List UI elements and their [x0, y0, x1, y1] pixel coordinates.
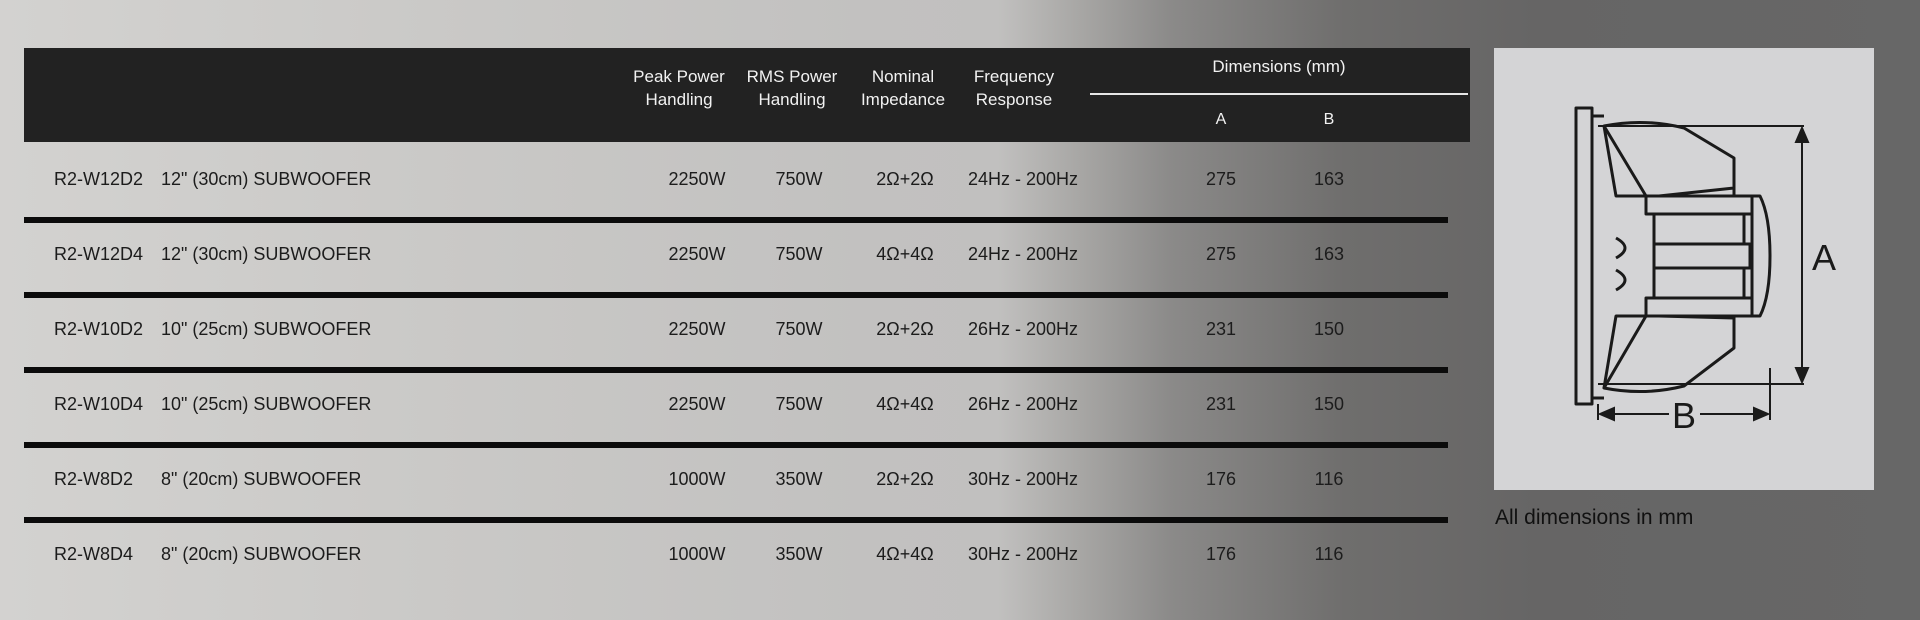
- row-model: R2-W10D2: [54, 319, 144, 339]
- header-rms-power: [747, 65, 838, 111]
- dimensions-caption: All dimensions in mm: [1495, 506, 1694, 529]
- upper-magnet: [1654, 214, 1744, 244]
- row-description: 10" (25cm) SUBWOOFER: [161, 319, 372, 339]
- row-description: 12" (30cm) SUBWOOFER: [161, 169, 372, 189]
- header-frequency: [974, 65, 1054, 111]
- row-rms-power: 750W: [775, 244, 823, 264]
- rear-cap: [1752, 196, 1770, 316]
- row-dim-b: 150: [1313, 394, 1345, 414]
- subwoofer-side-view-icon: [1494, 48, 1874, 490]
- table-row: [24, 219, 1470, 295]
- spider-upper: [1616, 238, 1625, 258]
- row-model: R2-W8D2: [54, 469, 134, 489]
- row-frequency: 24Hz - 200Hz: [967, 244, 1079, 264]
- row-rms-power: 750W: [775, 319, 823, 339]
- header-dimensions-rule: [1090, 93, 1468, 95]
- row-rms-power: 750W: [775, 394, 823, 414]
- row-impedance: 4Ω+4Ω: [876, 244, 934, 264]
- row-peak-power: 2250W: [668, 319, 726, 339]
- table-header: [24, 48, 1470, 142]
- row-dim-b: 150: [1313, 319, 1345, 339]
- row-dim-b: 116: [1314, 469, 1344, 489]
- table-row: [24, 144, 1470, 220]
- dimension-b-arrow-left: [1600, 408, 1614, 420]
- row-dim-b: 163: [1313, 169, 1345, 189]
- row-model: R2-W8D4: [54, 544, 134, 564]
- header-peak-power-line2: Handling: [645, 90, 713, 109]
- table-row: [24, 444, 1470, 520]
- row-dim-a: 231: [1205, 394, 1237, 414]
- row-peak-power: 2250W: [668, 169, 726, 189]
- dimension-b-arrow-right: [1754, 408, 1768, 420]
- dimension-a-arrow-top: [1796, 128, 1808, 142]
- header-frequency-line1: Frequency: [973, 67, 1055, 86]
- row-frequency: 30Hz - 200Hz: [967, 544, 1079, 564]
- table-row: [24, 519, 1470, 595]
- row-dim-a: 176: [1205, 469, 1237, 489]
- header-impedance-line1: Nominal: [871, 67, 935, 86]
- upper-basket: [1604, 122, 1734, 196]
- row-impedance: 4Ω+4Ω: [876, 544, 934, 564]
- table-row: [24, 369, 1470, 445]
- row-impedance: 2Ω+2Ω: [876, 319, 934, 339]
- row-model: R2-W10D4: [54, 394, 144, 414]
- row-frequency: 26Hz - 200Hz: [967, 394, 1079, 414]
- bottom-plate: [1646, 298, 1752, 316]
- header-rms-power-line1: RMS Power: [746, 67, 838, 86]
- pole-piece: [1654, 244, 1750, 268]
- header-impedance: [861, 65, 945, 111]
- row-description: 12" (30cm) SUBWOOFER: [161, 244, 372, 264]
- dimension-a-label: A: [1811, 237, 1837, 278]
- lower-magnet: [1654, 268, 1744, 298]
- row-rms-power: 350W: [775, 469, 823, 489]
- header-frequency-line2: Response: [975, 90, 1053, 109]
- row-dim-a: 231: [1205, 319, 1237, 339]
- row-impedance: 2Ω+2Ω: [876, 469, 934, 489]
- row-description: 8" (20cm) SUBWOOFER: [161, 469, 362, 489]
- top-plate: [1646, 196, 1752, 214]
- row-dim-b: 116: [1314, 544, 1344, 564]
- header-impedance-line2: Impedance: [860, 90, 946, 109]
- header-dimensions: Dimensions (mm): [1212, 57, 1346, 76]
- row-peak-power: 1000W: [668, 544, 726, 564]
- row-model: R2-W12D2: [54, 169, 144, 189]
- row-impedance: 2Ω+2Ω: [876, 169, 934, 189]
- header-rms-power-line2: Handling: [758, 90, 826, 109]
- subwoofer-dimension-diagram: [1494, 48, 1874, 490]
- row-dim-a: 275: [1205, 244, 1237, 264]
- subwoofer-outline: [1576, 108, 1770, 404]
- row-impedance: 4Ω+4Ω: [876, 394, 934, 414]
- row-model: R2-W12D4: [54, 244, 144, 264]
- row-dim-a: 176: [1205, 544, 1237, 564]
- header-dim-a: A: [1215, 111, 1227, 128]
- header-peak-power: [633, 65, 725, 111]
- row-frequency: 30Hz - 200Hz: [967, 469, 1079, 489]
- table-row: [24, 294, 1470, 370]
- row-peak-power: 2250W: [668, 394, 726, 414]
- row-description: 8" (20cm) SUBWOOFER: [161, 544, 362, 564]
- spec-table: [24, 48, 1470, 564]
- dimension-a-arrow-bottom: [1796, 368, 1808, 382]
- row-frequency: 24Hz - 200Hz: [967, 169, 1079, 189]
- spider-lower: [1616, 270, 1625, 290]
- row-dim-a: 275: [1205, 169, 1237, 189]
- flange-shape: [1576, 108, 1592, 404]
- row-rms-power: 350W: [775, 544, 823, 564]
- header-peak-power-line1: Peak Power: [633, 67, 725, 86]
- dimension-b-label: B: [1671, 395, 1697, 436]
- row-rms-power: 750W: [775, 169, 823, 189]
- header-dim-b: B: [1323, 111, 1335, 128]
- row-dim-b: 163: [1313, 244, 1345, 264]
- row-peak-power: 1000W: [668, 469, 726, 489]
- row-description: 10" (25cm) SUBWOOFER: [161, 394, 372, 414]
- lower-basket: [1604, 316, 1734, 392]
- row-frequency: 26Hz - 200Hz: [967, 319, 1079, 339]
- row-peak-power: 2250W: [668, 244, 726, 264]
